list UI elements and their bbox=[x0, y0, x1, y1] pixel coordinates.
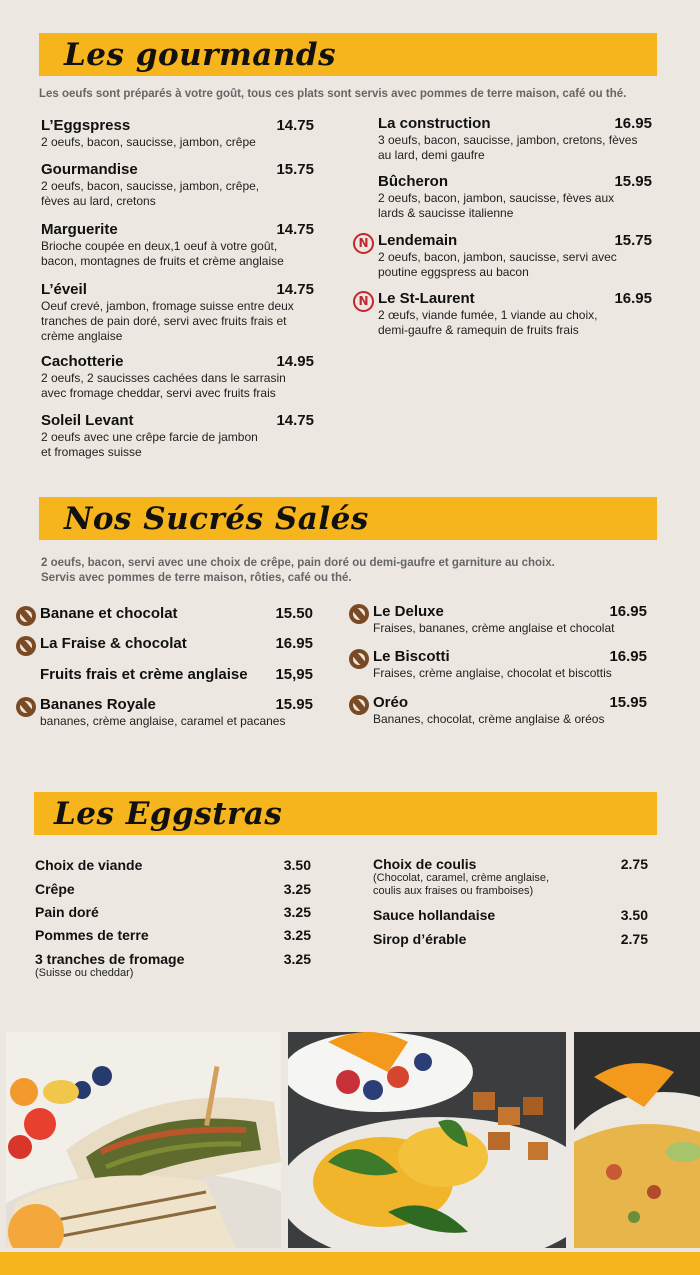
new-item-icon: N bbox=[353, 233, 374, 254]
menu-item-price: 15.95 bbox=[614, 173, 652, 190]
menu-item bbox=[378, 232, 652, 280]
menu-item-description: Oeuf crevé, jambon, fromage suisse entre deux tranches de pain doré, servi avec fruits frais et crème anglaise bbox=[41, 299, 294, 343]
crepe-icon bbox=[16, 636, 36, 656]
menu-item-name: Cachotterie bbox=[41, 353, 124, 370]
menu-item-price: 14.75 bbox=[276, 221, 314, 238]
extra-item bbox=[35, 881, 311, 897]
menu-item-price: 15.95 bbox=[609, 694, 647, 711]
menu-item-row bbox=[373, 603, 647, 620]
menu-item-row bbox=[40, 605, 313, 622]
menu-item-description: bananes, crème anglaise, caramel et pacanes bbox=[40, 714, 286, 728]
sucres-title: Nos Sucrés Salés bbox=[64, 501, 369, 537]
menu-item-description: 2 oeufs, 2 saucisses cachées dans le sarrasin avec fromage cheddar, servi avec fruits frais bbox=[41, 371, 286, 400]
menu-item-name: Le Deluxe bbox=[373, 603, 444, 620]
eggs-benedict-photo bbox=[288, 1032, 566, 1248]
menu-item-description: Bananes, chocolat, crème anglaise & oréos bbox=[373, 712, 605, 726]
menu-item-price: 15.50 bbox=[275, 605, 313, 622]
menu-item-row bbox=[41, 281, 314, 298]
extra-item-price: 3.50 bbox=[620, 907, 648, 923]
omelette-photo bbox=[574, 1032, 700, 1248]
menu-item bbox=[373, 694, 647, 727]
menu-item-name: L’éveil bbox=[41, 281, 87, 298]
extra-item-row bbox=[35, 857, 311, 873]
menu-item-description: Fraises, crème anglaise, chocolat et biscottis bbox=[373, 666, 612, 680]
extra-item-row bbox=[35, 904, 311, 920]
menu-item-price: 14.75 bbox=[276, 117, 314, 134]
extra-item-row bbox=[373, 907, 648, 923]
menu-item-price: 16.95 bbox=[614, 115, 652, 132]
crepe-icon bbox=[349, 649, 369, 669]
crepe-icon bbox=[16, 697, 36, 717]
extra-item-name: Pommes de terre bbox=[35, 927, 149, 943]
menu-item-price: 15.75 bbox=[614, 232, 652, 249]
menu-item-name: Bananes Royale bbox=[40, 696, 156, 713]
menu-item-name: Bûcheron bbox=[378, 173, 449, 190]
menu-item-price: 15,95 bbox=[275, 666, 313, 683]
menu-item bbox=[40, 605, 313, 622]
menu-item-description: 2 œufs, viande fumée, 1 viande au choix, demi-gaufre & ramequin de fruits frais bbox=[378, 308, 598, 337]
extra-item-price: 3.25 bbox=[283, 904, 311, 920]
extra-item-name: Crêpe bbox=[35, 881, 75, 897]
extra-item-price: 3.25 bbox=[283, 927, 311, 943]
menu-item-row bbox=[41, 161, 314, 178]
menu-item-row bbox=[378, 115, 652, 132]
menu-item-price: 16.95 bbox=[275, 635, 313, 652]
menu-item-name: Marguerite bbox=[41, 221, 118, 238]
menu-item-name: Gourmandise bbox=[41, 161, 138, 178]
menu-item bbox=[41, 221, 314, 269]
extra-item-price: 2.75 bbox=[620, 931, 648, 947]
menu-item-price: 15.75 bbox=[276, 161, 314, 178]
menu-item-row bbox=[40, 666, 313, 683]
extra-item-row bbox=[35, 927, 311, 943]
extra-item-name: 3 tranches de fromage bbox=[35, 951, 185, 967]
gourmands-intro: Les oeufs sont préparés à votre goût, tous ces plats sont servis avec pommes de terre maison, café ou thé. bbox=[39, 88, 627, 100]
menu-item-name: Lendemain bbox=[378, 232, 458, 249]
extra-item bbox=[35, 857, 311, 873]
extra-item bbox=[35, 904, 311, 920]
menu-item-price: 14.75 bbox=[276, 412, 314, 429]
menu-item-description: 2 oeufs, bacon, jambon, saucisse, servi avec poutine eggspress au bacon bbox=[378, 250, 617, 279]
menu-item-name: La construction bbox=[378, 115, 491, 132]
sucres-intro: 2 oeufs, bacon, servi avec une choix de crêpe, pain doré ou demi-gaufre et garniture au choix. Servis avec pommes de terre maison, rôties, café ou thé. bbox=[41, 557, 555, 584]
menu-item bbox=[373, 648, 647, 681]
menu-item-name: Soleil Levant bbox=[41, 412, 134, 429]
extra-item bbox=[35, 927, 311, 943]
menu-item-name: Oréo bbox=[373, 694, 409, 711]
menu-item bbox=[40, 696, 313, 729]
menu-item bbox=[40, 666, 313, 683]
extra-item-price: 3.25 bbox=[283, 951, 311, 967]
crepe-icon bbox=[349, 695, 369, 715]
menu-item-row bbox=[378, 290, 652, 307]
menu-item bbox=[378, 115, 652, 163]
menu-item-description: 2 oeufs, bacon, saucisse, jambon, crêpe bbox=[41, 135, 256, 149]
extra-item-row bbox=[35, 951, 311, 967]
menu-item bbox=[41, 161, 314, 209]
extra-item-name: Pain doré bbox=[35, 904, 99, 920]
menu-item-row bbox=[373, 694, 647, 711]
menu-item-row bbox=[41, 412, 314, 429]
extra-item bbox=[35, 951, 311, 980]
menu-item-row bbox=[41, 221, 314, 238]
extra-item-row bbox=[35, 881, 311, 897]
crepe-icon bbox=[16, 606, 36, 626]
menu-item-row bbox=[373, 648, 647, 665]
menu-item-price: 16.95 bbox=[609, 648, 647, 665]
extra-item-row bbox=[373, 856, 648, 872]
menu-item-price: 14.75 bbox=[276, 281, 314, 298]
extra-item-note: (Suisse ou cheddar) bbox=[35, 967, 134, 979]
extra-item-name: Sauce hollandaise bbox=[373, 907, 496, 923]
extra-item-price: 2.75 bbox=[620, 856, 648, 872]
menu-item bbox=[41, 117, 314, 150]
menu-item-description: Brioche coupée en deux,1 oeuf à votre goût, bacon, montagnes de fruits et crème anglaise bbox=[41, 239, 284, 268]
extra-item-name: Choix de viande bbox=[35, 857, 143, 873]
menu-item-row bbox=[40, 696, 313, 713]
sucres-banner bbox=[39, 497, 657, 540]
menu-item-name: Fruits frais et crème anglaise bbox=[40, 666, 248, 683]
menu-item bbox=[373, 603, 647, 636]
menu-item-description: 3 oeufs, bacon, saucisse, jambon, cretons, fèves au lard, demi gaufre bbox=[378, 133, 638, 162]
new-item-icon: N bbox=[353, 291, 374, 312]
gourmands-title: Les gourmands bbox=[64, 37, 337, 73]
extra-item-name: Choix de coulis bbox=[373, 856, 477, 872]
extra-item bbox=[373, 856, 648, 898]
menu-item-description: 2 oeufs avec une crêpe farcie de jambon et fromages suisse bbox=[41, 430, 258, 459]
extra-item bbox=[373, 907, 648, 923]
menu-item bbox=[41, 353, 314, 401]
eggstras-banner bbox=[34, 792, 657, 835]
menu-item-description: Fraises, bananes, crème anglaise et chocolat bbox=[373, 621, 615, 635]
menu-item-row bbox=[41, 353, 314, 370]
menu-item bbox=[378, 290, 652, 338]
bottom-accent-bar bbox=[0, 1252, 700, 1275]
eggstras-title: Les Eggstras bbox=[54, 796, 283, 832]
extra-item-price: 3.50 bbox=[283, 857, 311, 873]
menu-item-price: 15.95 bbox=[275, 696, 313, 713]
menu-item-name: L’Eggspress bbox=[41, 117, 131, 134]
extra-item-row bbox=[373, 931, 648, 947]
menu-item-price: 16.95 bbox=[614, 290, 652, 307]
menu-item-price: 14.95 bbox=[276, 353, 314, 370]
menu-item-row bbox=[40, 635, 313, 652]
wrap-with-fruit-photo bbox=[6, 1032, 281, 1248]
menu-item bbox=[40, 635, 313, 652]
extra-item-price: 3.25 bbox=[283, 881, 311, 897]
menu-item bbox=[41, 281, 314, 344]
menu-item-row bbox=[41, 117, 314, 134]
menu-item-name: Le Biscotti bbox=[373, 648, 450, 665]
extra-item-name: Sirop d’érable bbox=[373, 931, 467, 947]
menu-item-row bbox=[378, 232, 652, 249]
menu-item bbox=[378, 173, 652, 221]
extra-item-note: (Chocolat, caramel, crème anglaise, coulis aux fraises ou framboises) bbox=[373, 872, 550, 897]
crepe-icon bbox=[349, 604, 369, 624]
extra-item bbox=[373, 931, 648, 947]
menu-item-name: La Fraise & chocolat bbox=[40, 635, 187, 652]
menu-item bbox=[41, 412, 314, 460]
menu-item-name: Le St-Laurent bbox=[378, 290, 475, 307]
menu-item-description: 2 oeufs, bacon, jambon, saucisse, fèves aux lards & saucisse italienne bbox=[378, 191, 615, 220]
menu-item-price: 16.95 bbox=[609, 603, 647, 620]
menu-item-name: Banane et chocolat bbox=[40, 605, 178, 622]
menu-item-description: 2 oeufs, bacon, saucisse, jambon, crêpe, fèves au lard, cretons bbox=[41, 179, 260, 208]
menu-item-row bbox=[378, 173, 652, 190]
gourmands-banner bbox=[39, 33, 657, 76]
